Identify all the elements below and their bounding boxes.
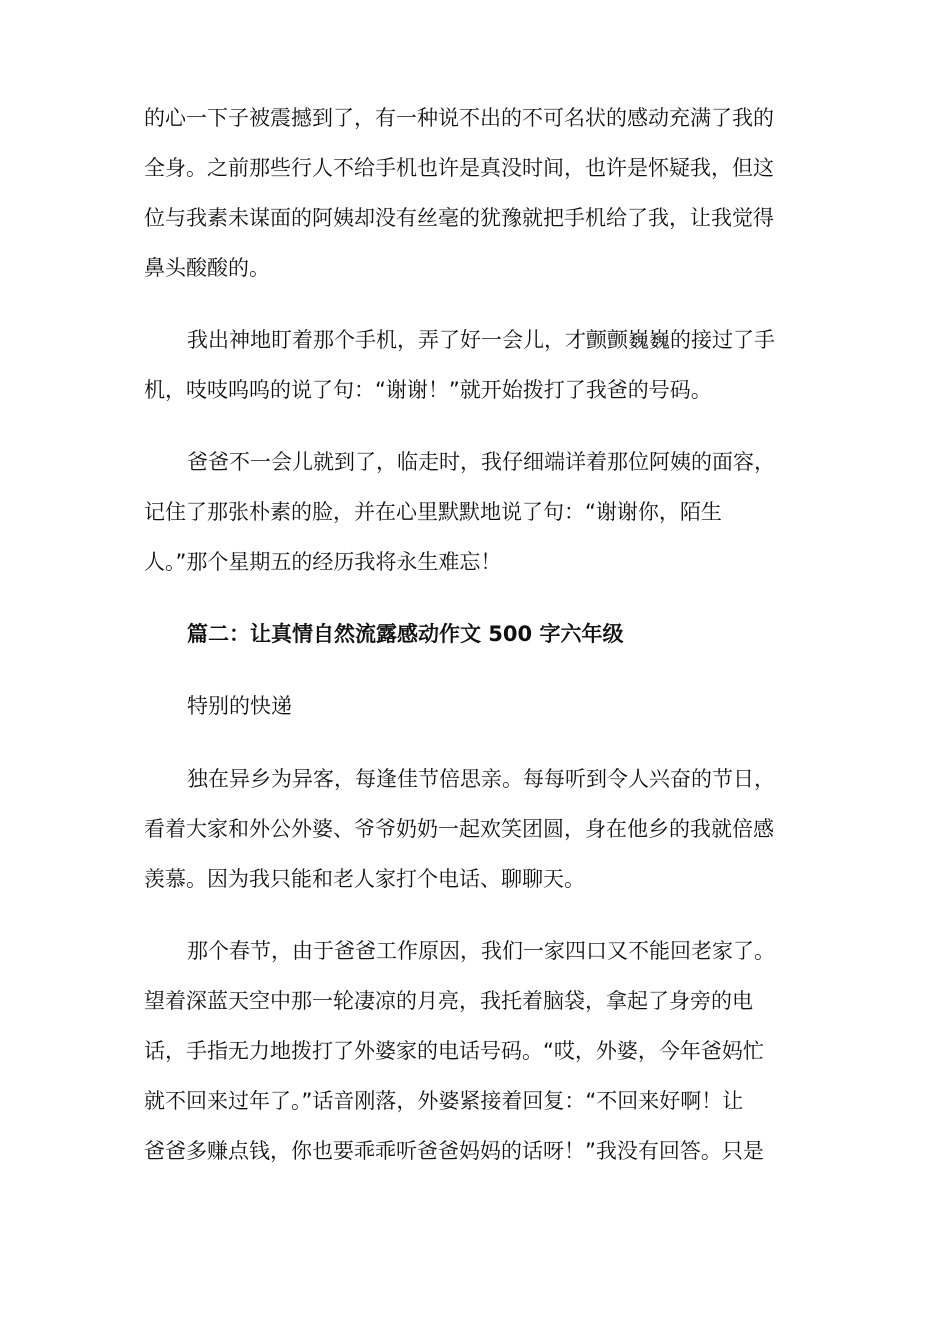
text-line: 爸爸多赚点钱，你也要乖乖听爸爸妈妈的话呀！”我没有回答。只是 [144, 1139, 764, 1163]
text-line: 羡慕。因为我只能和老人家打个电话、聊聊天。 [144, 867, 585, 891]
text-line: 鼻头酸酸的。 [144, 256, 270, 280]
paragraph-first-line: 我出神地盯着那个手机，弄了好一会儿，才颤颤巍巍的接过了手 [187, 328, 775, 352]
text-line: 机，吱吱呜呜的说了句：“谢谢！”就开始拨打了我爸的号码。 [144, 378, 712, 402]
paragraph-first-line: 那个春节，由于爸爸工作原因，我们一家四口又不能回老家了。 [187, 939, 775, 963]
text-line: 就不回来过年了。”话音刚落，外婆紧接着回复：“不回来好啊！让 [144, 1089, 744, 1113]
text-line: 话，手指无力地拨打了外婆家的电话号码。“哎，外婆，今年爸妈忙 [144, 1039, 764, 1063]
essay-title: 特别的快递 [187, 694, 292, 718]
text-line: 望着深蓝天空中那一轮凄凉的月亮，我托着脑袋，拿起了身旁的电 [144, 989, 753, 1013]
text-line: 的心一下子被震撼到了，有一种说不出的不可名状的感动充满了我的 [144, 106, 774, 130]
text-line: 人。”那个星期五的经历我将永生难忘！ [144, 550, 502, 574]
text-line: 看着大家和外公外婆、爷爷奶奶一起欢笑团圆，身在他乡的我就倍感 [144, 817, 774, 841]
text-line: 位与我素未谋面的阿姨却没有丝毫的犹豫就把手机给了我，让我觉得 [144, 206, 774, 230]
section-heading: 篇二：让真情自然流露感动作文 500 字六年级 [187, 622, 624, 646]
paragraph-first-line: 爸爸不一会儿就到了，临走时，我仔细端详着那位阿姨的面容， [187, 450, 775, 474]
text-line: 全身。之前那些行人不给手机也许是真没时间，也许是怀疑我，但这 [144, 156, 774, 180]
text-line: 记住了那张朴素的脸，并在心里默默地说了句：“谢谢你，陌生 [144, 500, 722, 524]
paragraph-first-line: 独在异乡为异客，每逢佳节倍思亲。每每听到令人兴奋的节日， [187, 767, 775, 791]
